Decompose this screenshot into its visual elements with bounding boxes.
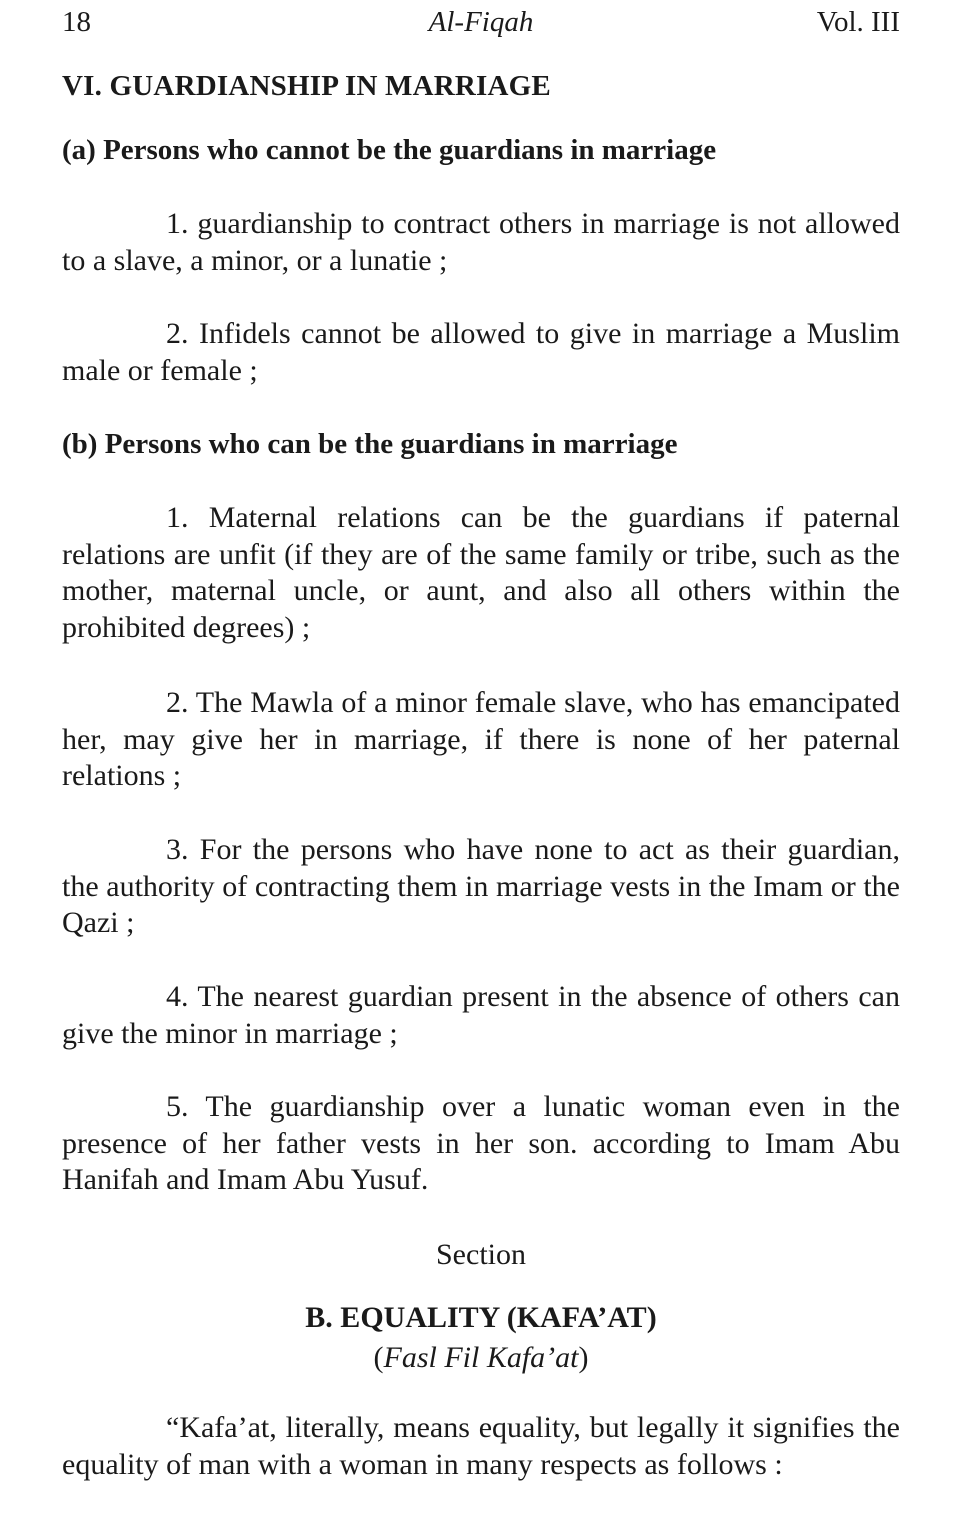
subsection-b-item-1: 1. Maternal relations can be the guardians if paternal relations are unfit (if they are of the same family or tribe, such as the mother, maternal uncle, or aunt, and also all others within the prohibited degrees) ;: [62, 501, 900, 644]
equality-subheading: [62, 1340, 900, 1377]
subsection-b-heading: (b) Persons who can be the guardians in marriage: [62, 428, 678, 460]
subsection-a-item-2: 2. Infidels cannot be allowed to give in marriage a Muslim male or female ;: [62, 317, 900, 387]
section-label: Section: [436, 1238, 526, 1271]
subheading-italic-text: Fasl Fil Kafa’at: [383, 1341, 579, 1374]
subsection-b-item-5: 5. The guardianship over a lunatic woman even in the presence of her father vests in her son. according to Imam Abu Hanifah and Imam Abu Yusuf.: [62, 1090, 900, 1196]
equality-heading: B. EQUALITY (KAFA’AT): [305, 1301, 657, 1334]
subsection-b-item-4: 4. The nearest guardian present in the absence of others can give the minor in marriage ;: [62, 980, 900, 1050]
subsection-a-item-1: 1. guardianship to contract others in marriage is not allowed to a slave, a minor, or a lunatie ;: [62, 207, 900, 277]
subheading-open-paren: (: [373, 1341, 384, 1374]
page-number: 18: [62, 6, 91, 38]
section-heading: VI. GUARDIANSHIP IN MARRIAGE: [62, 70, 551, 102]
page-header: [62, 4, 900, 44]
volume-label: Vol. III: [816, 6, 900, 38]
subsection-b-item-3: 3. For the persons who have none to act as their guardian, the authority of contracting them in marriage vests in the Imam or the Qazi ;: [62, 833, 900, 939]
subheading-close-paren: ): [578, 1341, 589, 1374]
equality-paragraph: “Kafa’at, literally, means equality, but legally it signifies the equality of man with a woman in many respects as follows :: [62, 1411, 900, 1481]
subsection-b-item-2: 2. The Mawla of a minor female slave, who has emancipated her, may give her in marriage, if there is none of her paternal relations ;: [62, 686, 900, 792]
book-title: Al-Fiqah: [428, 6, 534, 38]
subsection-a-heading: (a) Persons who cannot be the guardians in marriage: [62, 134, 717, 166]
